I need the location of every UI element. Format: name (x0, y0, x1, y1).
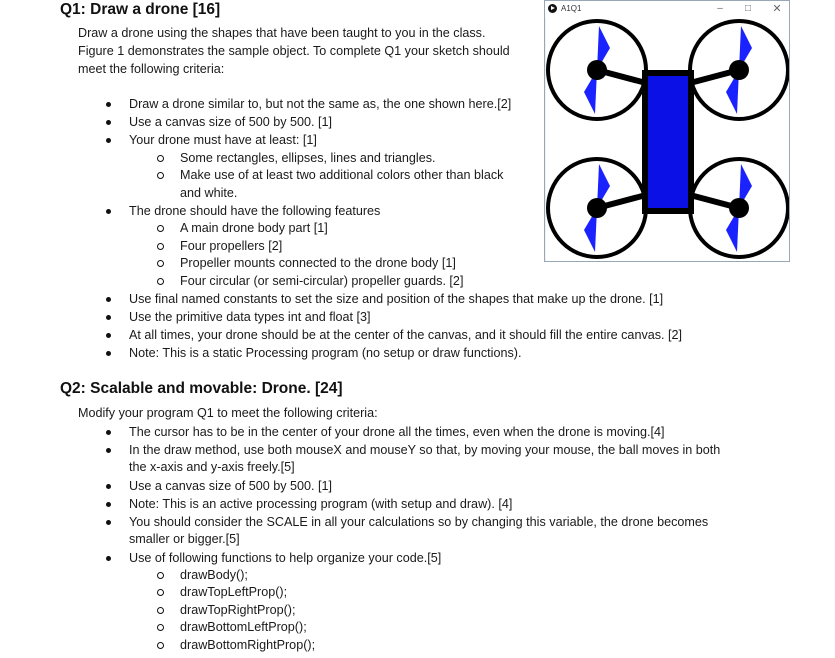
q2-bullet: Note: This is an active processing program (with setup and draw). [4] (129, 496, 512, 513)
q2-bullet-continuation: the x-axis and y-axis freely.[5] (129, 460, 295, 474)
q1-feature: Four circular (or semi-circular) propeller guards. [2] (180, 273, 463, 290)
q1-title: Q1: Draw a drone [16] (60, 1, 221, 18)
q1-feature: A main drone body part [1] (180, 220, 328, 237)
q1-bullet: Use a canvas size of 500 by 500. [1] (129, 114, 332, 131)
q1-bullet: Your drone must have at least: [1] (129, 132, 317, 149)
q1-feature: Propeller mounts connected to the drone body [1] (180, 255, 456, 272)
q2-bullet-continuation: smaller or bigger.[5] (129, 532, 240, 546)
q1-feature: Four propellers [2] (180, 238, 282, 255)
q2-title: Q2: Scalable and movable: Drone. [24] (60, 380, 343, 397)
q1-bullet: Use final named constants to set the size and position of the shapes that make up the drone. [1] (129, 291, 663, 308)
q2-bullet: In the draw method, use both mouseX and mouseY so that, by moving your mouse, the ball moves in both (129, 442, 720, 459)
q2-intro: Modify your program Q1 to meet the following criteria: (78, 406, 378, 420)
drone-figure (546, 18, 789, 261)
window-title-bar[interactable] (545, 1, 789, 18)
q1-intro-line: Figure 1 demonstrates the sample object. To complete Q1 your sketch should (78, 44, 510, 58)
bottom-right-propeller-hub (729, 198, 749, 218)
q1-bullet: The drone should have the following features (129, 203, 380, 220)
q1-bullet: Note: This is a static Processing program (no setup or draw functions). (129, 345, 521, 362)
q1-bullet: At all times, your drone should be at the center of the canvas, and it should fill the entire canvas. [2] (129, 327, 682, 344)
bottom-left-propeller-hub (587, 198, 607, 218)
q2-function-item: drawBottomLeftProp(); (180, 619, 307, 636)
q2-bullet: You should consider the SCALE in all your calculations so by changing this variable, the drone becomes (129, 514, 708, 531)
q2-function-item: drawBody(); (180, 567, 248, 584)
sketch-canvas (546, 18, 789, 261)
close-button[interactable]: ✕ (772, 3, 782, 15)
processing-logo-icon (548, 4, 557, 13)
top-right-propeller-hub (729, 60, 749, 80)
q2-function-item: drawTopLeftProp(); (180, 584, 287, 601)
q2-function-item: drawTopRightProp(); (180, 602, 296, 619)
drone-body (645, 73, 691, 211)
minimize-button[interactable]: – (717, 3, 723, 14)
q1-bullet: Draw a drone similar to, but not the same as, the one shown here.[2] (129, 96, 511, 113)
window-title: A1Q1 (561, 4, 582, 13)
q1-bullet: Use the primitive data types int and float [3] (129, 309, 371, 326)
q1-intro-line: meet the following criteria: (78, 62, 225, 76)
q1-intro (78, 24, 510, 78)
q1-subbullet-continuation: and white. (180, 186, 238, 200)
q2-function-item: drawBottomRightProp(); (180, 637, 315, 654)
q1-intro-line: Draw a drone using the shapes that have been taught to you in the class. (78, 26, 486, 40)
q2-bullet: Use a canvas size of 500 by 500. [1] (129, 478, 332, 495)
q1-subbullet: Make use of at least two additional colors other than black (180, 167, 503, 184)
top-left-propeller-hub (587, 60, 607, 80)
maximize-button[interactable]: □ (744, 3, 752, 14)
processing-sketch-window[interactable] (544, 0, 790, 262)
q2-bullet: Use of following functions to help organize your code.[5] (129, 550, 441, 567)
q2-bullet: The cursor has to be in the center of your drone all the times, even when the drone is moving.[4] (129, 424, 665, 441)
q1-subbullet: Some rectangles, ellipses, lines and triangles. (180, 150, 436, 167)
